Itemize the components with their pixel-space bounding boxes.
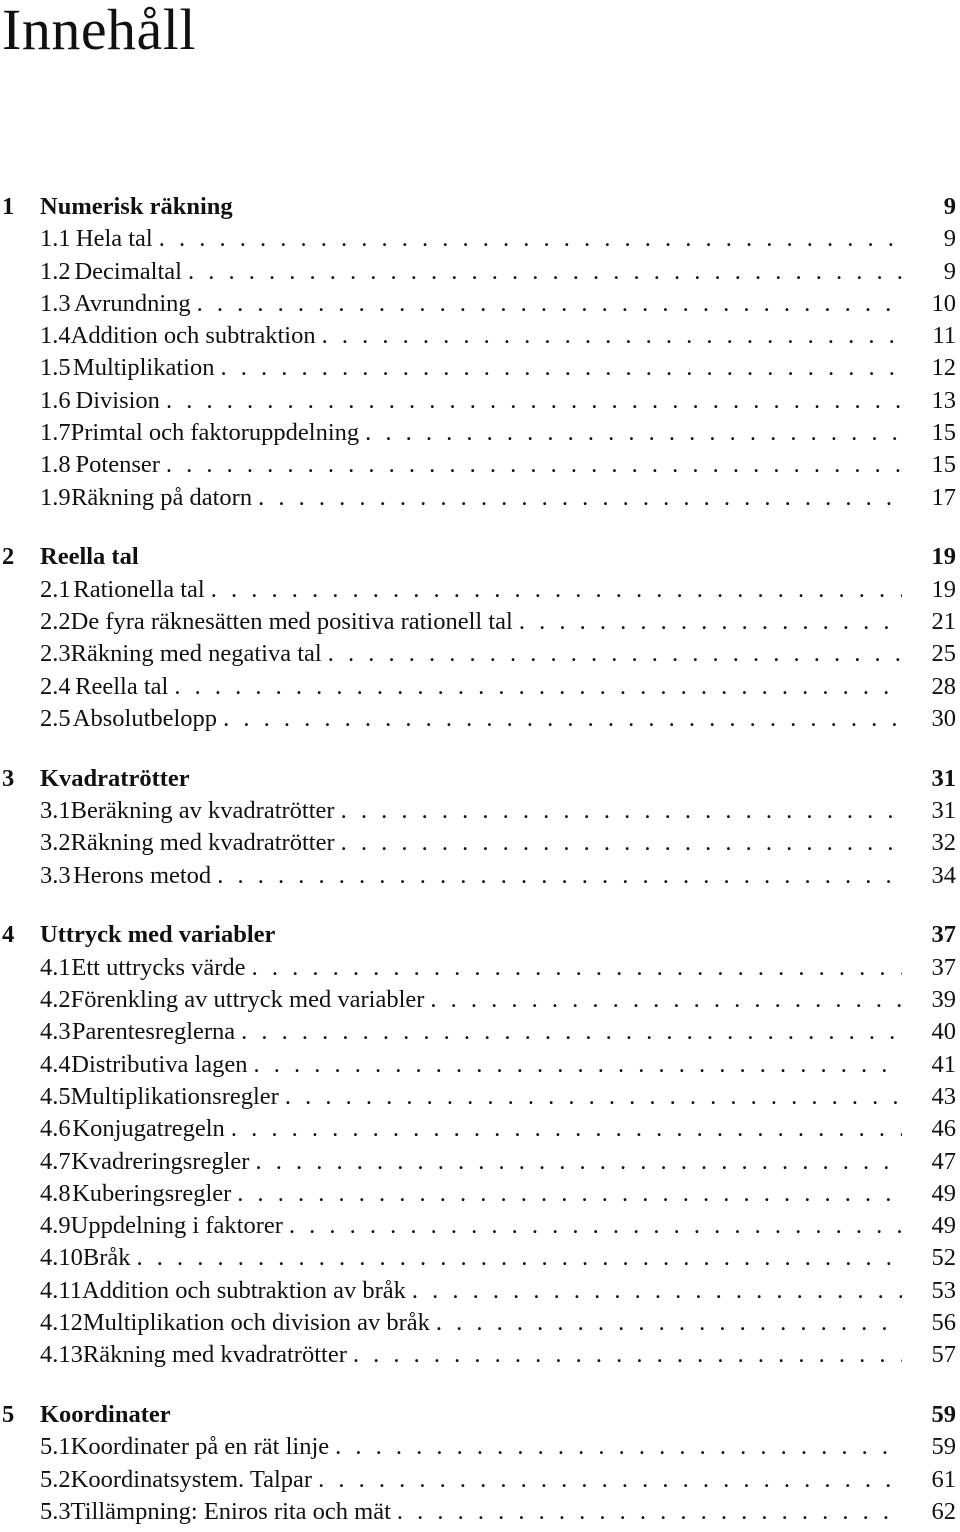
section-page-number: 49 <box>931 1179 956 1207</box>
section-number: 3.1 <box>40 797 71 825</box>
section-page-number: 41 <box>931 1050 956 1078</box>
toc-section-entry[interactable] <box>0 1146 960 1178</box>
section-title: Tillämpning: Eniros rita och mät <box>70 1497 391 1525</box>
section-page-number: 13 <box>931 386 956 414</box>
section-title: Koordinatsystem. Talpar <box>70 1465 313 1493</box>
section-number: 1.5 <box>40 354 71 382</box>
toc-section-entry[interactable] <box>0 1307 960 1339</box>
toc-section-entry[interactable] <box>0 385 960 417</box>
dot-leader <box>188 256 902 288</box>
toc-section-entry[interactable] <box>0 703 960 735</box>
toc-section-entry[interactable] <box>0 574 960 606</box>
dot-leader <box>436 1307 902 1339</box>
toc-section-entry[interactable] <box>0 1242 960 1274</box>
section-page-number: 10 <box>931 289 956 317</box>
section-number: 4.8 <box>40 1179 71 1207</box>
section-title: Rationella tal <box>73 575 205 603</box>
section-title: Ett uttrycks värde <box>71 953 246 981</box>
toc-chapter-entry[interactable] <box>0 919 960 951</box>
section-title: Räkning med kvadratrötter <box>82 1341 347 1369</box>
dot-leader <box>231 1113 902 1145</box>
toc-chapter-block <box>0 763 960 892</box>
section-page-number: 61 <box>931 1465 956 1493</box>
dot-leader <box>353 1339 902 1371</box>
dot-leader <box>197 288 902 320</box>
section-title: Konjugatregeln <box>72 1115 225 1143</box>
section-page-number: 53 <box>931 1276 956 1304</box>
section-number: 4.3 <box>40 1018 71 1046</box>
section-page-number: 15 <box>931 451 956 479</box>
chapter-page-number: 9 <box>943 193 956 220</box>
section-title: Förenkling av uttryck med variabler <box>70 986 425 1014</box>
section-number: 4.2 <box>40 986 71 1014</box>
section-title: Kuberingsregler <box>72 1179 232 1207</box>
section-number: 1.6 <box>40 386 71 414</box>
section-page-number: 9 <box>943 225 956 253</box>
section-number: 4.5 <box>40 1082 71 1110</box>
toc-section-entry[interactable] <box>0 827 960 859</box>
toc-section-entry[interactable] <box>0 1016 960 1048</box>
section-title: Addition och subtraktion av bråk <box>81 1276 406 1304</box>
section-number: 4.6 <box>40 1115 71 1143</box>
chapter-number: 5 <box>2 1401 15 1429</box>
toc-section-entry[interactable] <box>0 256 960 288</box>
dot-leader <box>159 223 902 255</box>
section-title: Bråk <box>82 1244 131 1272</box>
toc-chapter-entry[interactable] <box>0 541 960 573</box>
section-page-number: 46 <box>931 1115 956 1143</box>
section-number: 5.1 <box>40 1433 71 1461</box>
section-page-number: 56 <box>931 1309 956 1336</box>
page-title: Innehåll <box>2 0 197 62</box>
toc-section-entry[interactable] <box>0 1431 960 1463</box>
toc-section-entry[interactable] <box>0 671 960 703</box>
section-title: Division <box>75 386 160 414</box>
toc-section-entry[interactable] <box>0 1339 960 1371</box>
section-title: Addition och subtraktion <box>70 322 316 350</box>
section-number: 1.1 <box>40 225 71 253</box>
dot-leader <box>365 417 902 449</box>
section-number: 5.3 <box>40 1497 71 1525</box>
toc-section-entry[interactable] <box>0 223 960 255</box>
toc-section-entry[interactable] <box>0 1113 960 1145</box>
toc-chapter-entry[interactable] <box>0 191 960 223</box>
section-page-number: 59 <box>931 1433 956 1461</box>
chapter-page-number: 59 <box>931 1401 956 1429</box>
toc-section-entry[interactable] <box>0 417 960 449</box>
section-number: 3.2 <box>40 829 71 857</box>
toc-section-entry[interactable] <box>0 352 960 384</box>
toc-chapter-entry[interactable] <box>0 763 960 795</box>
chapter-title: Uttryck med variabler <box>40 921 276 949</box>
section-page-number: 9 <box>943 257 956 285</box>
dot-leader <box>166 449 902 481</box>
section-title: Reella tal <box>75 672 169 700</box>
dot-leader <box>341 795 902 827</box>
chapter-number: 1 <box>2 193 15 220</box>
section-title: Räkning med kvadratrötter <box>70 829 335 857</box>
toc-section-entry[interactable] <box>0 606 960 638</box>
chapter-page-number: 19 <box>931 543 956 571</box>
section-number: 4.11 <box>40 1276 82 1304</box>
chapter-page-number: 37 <box>931 921 956 949</box>
toc-section-entry[interactable] <box>0 1081 960 1113</box>
section-title: Potenser <box>75 451 160 479</box>
dot-leader <box>285 1081 902 1113</box>
section-title: Räkning på datorn <box>71 483 253 511</box>
section-number: 4.13 <box>40 1341 83 1369</box>
chapter-title: Numerisk räkning <box>40 193 233 220</box>
toc-section-entry[interactable] <box>0 984 960 1016</box>
dot-leader <box>328 638 902 670</box>
section-title: Herons metod <box>73 861 212 889</box>
chapter-title: Koordinater <box>40 1401 171 1429</box>
section-number: 4.12 <box>40 1309 83 1336</box>
section-number: 4.7 <box>40 1147 71 1175</box>
section-page-number: 31 <box>931 797 956 825</box>
section-page-number: 34 <box>931 861 956 889</box>
chapter-title: Reella tal <box>40 543 139 571</box>
section-number: 2.5 <box>40 704 71 732</box>
dot-leader <box>397 1496 902 1528</box>
section-title: Distributiva lagen <box>71 1050 248 1078</box>
dot-leader <box>255 1146 902 1178</box>
section-title: Absolutbelopp <box>72 704 218 732</box>
section-page-number: 57 <box>931 1341 956 1369</box>
section-number: 2.1 <box>40 575 71 603</box>
section-page-number: 52 <box>931 1244 956 1272</box>
dot-leader <box>217 860 902 892</box>
chapter-number: 2 <box>2 543 15 571</box>
toc-section-entry[interactable] <box>0 1275 960 1307</box>
section-page-number: 15 <box>931 419 956 447</box>
dot-leader <box>412 1275 902 1307</box>
section-title: Räkning med negativa tal <box>70 640 322 668</box>
dot-leader <box>211 574 902 606</box>
section-title: Multiplikation <box>72 354 215 382</box>
section-number: 2.3 <box>40 640 71 668</box>
section-title: Kvadreringsregler <box>71 1147 250 1175</box>
section-page-number: 47 <box>931 1147 956 1175</box>
section-page-number: 62 <box>931 1497 956 1525</box>
dot-leader <box>322 320 902 352</box>
section-number: 3.3 <box>40 861 71 889</box>
dot-leader <box>519 606 902 638</box>
chapter-title: Kvadratrötter <box>40 764 190 792</box>
section-title: Multiplikationsregler <box>70 1082 279 1110</box>
toc-section-entry[interactable] <box>0 795 960 827</box>
section-number: 4.9 <box>40 1212 71 1240</box>
section-number: 2.2 <box>40 608 71 636</box>
toc-section-entry[interactable] <box>0 1210 960 1242</box>
section-page-number: 37 <box>931 953 956 981</box>
section-number: 4.1 <box>40 953 71 981</box>
section-title: Hela tal <box>75 225 153 253</box>
dot-leader <box>341 827 902 859</box>
section-number: 1.2 <box>40 257 71 285</box>
section-number: 1.4 <box>40 322 71 350</box>
toc-section-entry[interactable] <box>0 320 960 352</box>
dot-leader <box>174 671 902 703</box>
dot-leader <box>289 1210 902 1242</box>
toc-section-entry[interactable] <box>0 1178 960 1210</box>
section-page-number: 21 <box>931 608 956 636</box>
toc-chapter-entry[interactable] <box>0 1399 960 1431</box>
chapter-page-number: 31 <box>931 764 956 792</box>
dot-leader <box>252 952 902 984</box>
dot-leader <box>335 1431 902 1463</box>
chapter-number: 4 <box>2 921 15 949</box>
toc-section-entry[interactable] <box>0 449 960 481</box>
section-title: Parentesreglerna <box>71 1018 236 1046</box>
section-number: 4.10 <box>40 1244 83 1272</box>
section-page-number: 39 <box>931 986 956 1014</box>
toc-chapter-block <box>0 1399 960 1528</box>
section-number: 2.4 <box>40 672 71 700</box>
section-page-number: 49 <box>931 1212 956 1240</box>
toc-section-entry[interactable] <box>0 1496 960 1528</box>
toc-section-entry[interactable] <box>0 482 960 514</box>
section-page-number: 11 <box>932 322 956 350</box>
section-number: 1.9 <box>40 483 71 511</box>
toc-section-entry[interactable] <box>0 638 960 670</box>
dot-leader <box>430 984 902 1016</box>
section-title: Koordinater på en rät linje <box>70 1433 330 1461</box>
section-title: Beräkning av kvadratrötter <box>70 797 335 825</box>
toc-section-entry[interactable] <box>0 1464 960 1496</box>
section-page-number: 30 <box>931 704 956 732</box>
section-number: 1.7 <box>40 419 71 447</box>
section-title: Decimaltal <box>74 257 182 285</box>
dot-leader <box>223 703 902 735</box>
dot-leader <box>220 352 902 384</box>
dot-leader <box>254 1049 902 1081</box>
toc-section-entry[interactable] <box>0 288 960 320</box>
section-number: 4.4 <box>40 1050 71 1078</box>
section-page-number: 12 <box>931 354 956 382</box>
section-number: 5.2 <box>40 1465 71 1493</box>
dot-leader <box>241 1016 902 1048</box>
section-page-number: 32 <box>931 829 956 857</box>
section-title: Uppdelning i faktorer <box>70 1212 283 1240</box>
chapter-number: 3 <box>2 764 15 792</box>
toc-section-entry[interactable] <box>0 860 960 892</box>
section-page-number: 25 <box>931 640 956 668</box>
dot-leader <box>318 1464 902 1496</box>
section-page-number: 17 <box>931 483 956 511</box>
dot-leader <box>237 1178 902 1210</box>
dot-leader <box>258 482 902 514</box>
section-page-number: 28 <box>931 672 956 700</box>
toc-chapter-block <box>0 919 960 1371</box>
dot-leader <box>166 385 902 417</box>
toc-section-entry[interactable] <box>0 952 960 984</box>
toc-chapter-block <box>0 191 960 514</box>
section-number: 1.3 <box>40 289 71 317</box>
section-title: Primtal och faktoruppdelning <box>70 419 360 447</box>
section-title: Multiplikation och division av bråk <box>82 1309 430 1336</box>
section-number: 1.8 <box>40 451 71 479</box>
dot-leader <box>137 1242 903 1274</box>
section-title: Avrundning <box>74 289 191 317</box>
table-of-contents <box>0 191 960 1528</box>
section-title: De fyra räknesätten med positiva rationell tal <box>70 608 513 636</box>
toc-section-entry[interactable] <box>0 1049 960 1081</box>
toc-chapter-block <box>0 541 960 735</box>
section-page-number: 19 <box>931 575 956 603</box>
section-page-number: 40 <box>931 1018 956 1046</box>
section-page-number: 43 <box>931 1082 956 1110</box>
